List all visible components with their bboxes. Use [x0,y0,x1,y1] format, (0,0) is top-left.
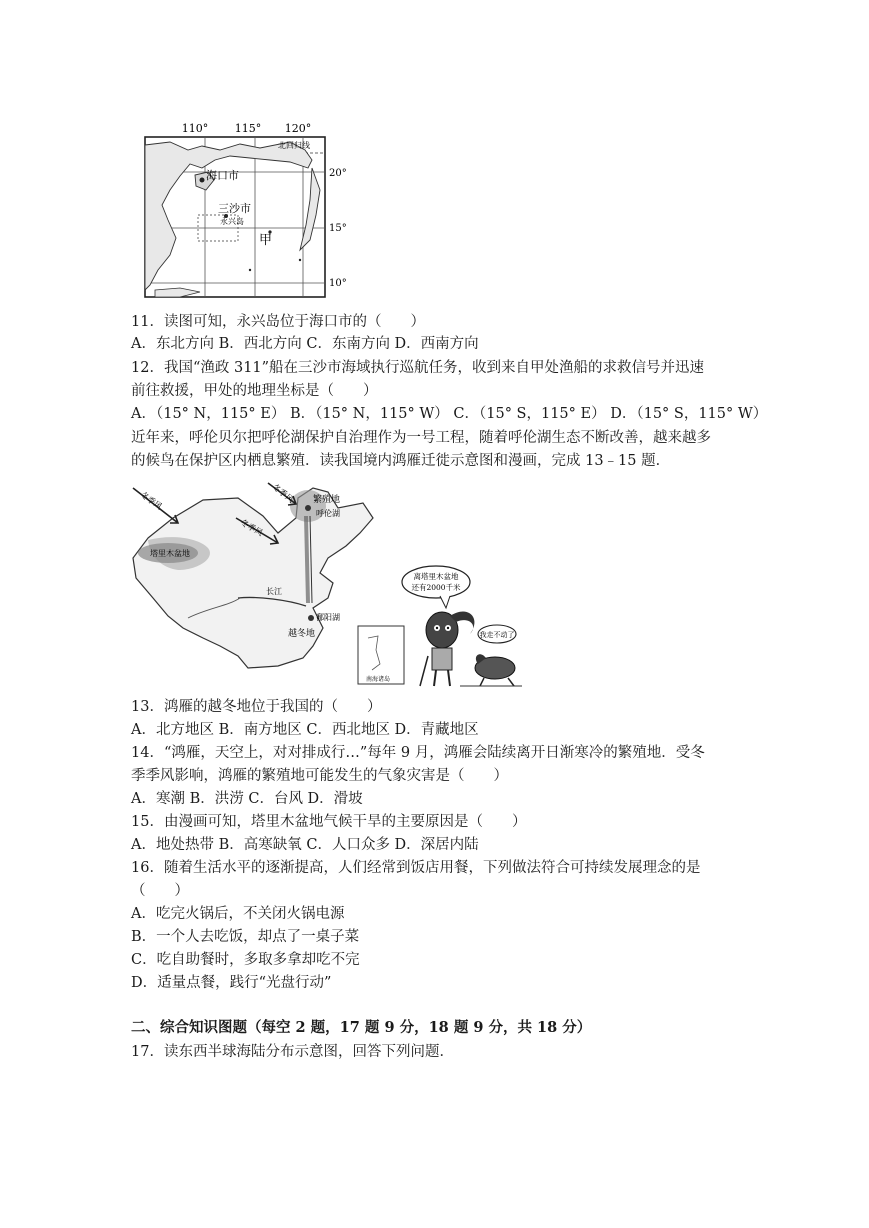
q15-stem: 15．由漫画可知，塔里木盆地气候干旱的主要原因是（ ） [131,814,527,830]
q13-options: A．北方地区 B．南方地区 C．西北地区 D．青藏地区 [131,722,479,738]
lon-label-120: 120° [284,122,312,135]
tarim-cartoon [400,560,525,688]
q15-options: A．地处热带 B．高寒缺氧 C．人口众多 D．深居内陆 [131,837,479,853]
section2-heading: 二、综合知识图题（每空 2 题，17 题 9 分，18 题 9 分，共 18 分） [131,1019,592,1036]
tarim-label: 塔里木盆地 [150,549,190,558]
lon-label-115: 115° [234,122,262,135]
q16-stem-line1: 16．随着生活水平的逐渐提高，人们经常到饭店用餐，下列做法符合可持续发展理念的是 [131,860,701,876]
q16-option-a: A．吃完火锅后，不关闭火锅电源 [131,906,345,922]
q17-stem: 17．读东西半球海陆分布示意图，回答下列问题． [131,1044,454,1060]
lat-label-15: 15° [329,223,347,234]
nanhai-label: 南海诸岛 [366,676,391,683]
tropic-label: 北回归线 [278,141,310,150]
bubble2-text: 我走不动了 [479,631,515,639]
q13-stem: 13．鸿雁的越冬地位于我国的（ ） [131,699,382,715]
haikou-label: 海口市 [206,169,239,182]
sansha-label: 三沙市 [218,202,251,215]
winter-monsoon-label-2: 冬季风 [239,517,265,538]
poyang-label: 鄱阳湖 [316,613,340,622]
q16-option-d: D．适量点餐，践行“光盘行动” [131,975,332,991]
winter-monsoon-label-3: 冬季风 [270,482,296,505]
lat-label-20: 20° [329,168,347,179]
q11-options: A．东北方向 B．西北方向 C．东南方向 D．西南方向 [131,336,479,352]
q12-options: A．（15° N，115° E） B．（15° N，115° W） C．（15° S，115° E） D．（15° S，115° W） [131,406,768,422]
q12-stem-line1: 12．我国“渔政 311”船在三沙市海域执行巡航任务，收到来自甲处渔船的求救信号并迅速 [131,360,705,376]
lat-label-10: 10° [329,278,347,289]
q14-stem-line2: 季季风影响，鸿雁的繁殖地可能发生的气象灾害是（ ） [131,768,508,784]
south-china-sea-map [140,120,350,302]
bubble1-line1: 离塔里木盆地 [413,572,459,581]
intro-line2: 的候鸟在保护区内栖息繁殖．读我国境内鸿雁迁徙示意图和漫画，完成 13﹣15 题． [131,453,671,469]
q16-stem-line2: （ ） [131,883,189,899]
q14-stem-line1: 14．“鸿雁，天空上，对对排成行…”每年 9 月，鸿雁会陆续离开日渐寒冷的繁殖地．受冬 [131,745,705,761]
wintering-label: 越冬地 [288,629,316,639]
bubble1-line2: 还有2000千米 [411,583,461,592]
q12-stem-line2: 前往救援，甲处的地理坐标是（ ） [131,383,378,399]
breeding-label: 繁殖地 [313,495,341,505]
changjiang-label: 长江 [266,587,282,596]
winter-monsoon-label-1: 冬季风 [138,490,164,512]
q14-options: A．寒潮 B．洪涝 C．台风 D．滑坡 [131,791,363,807]
china-migration-map [128,478,418,688]
intro-line1: 近年来，呼伦贝尔把呼伦湖保护自治理作为一号工程，随着呼伦湖生态不断改善，越来越多 [131,430,711,446]
q16-option-c: C．吃自助餐时，多取多拿却吃不完 [131,952,360,968]
q11-stem: 11．读图可知，永兴岛位于海口市的（ ） [131,314,425,330]
yongxing-label: 永兴岛 [220,217,244,226]
jia-label: 甲 [259,233,273,248]
q16-option-b: B．一个人去吃饭，却点了一桌子菜 [131,929,360,945]
hulun-label: 呼伦湖 [316,509,340,518]
lon-label-110: 110° [181,122,209,135]
